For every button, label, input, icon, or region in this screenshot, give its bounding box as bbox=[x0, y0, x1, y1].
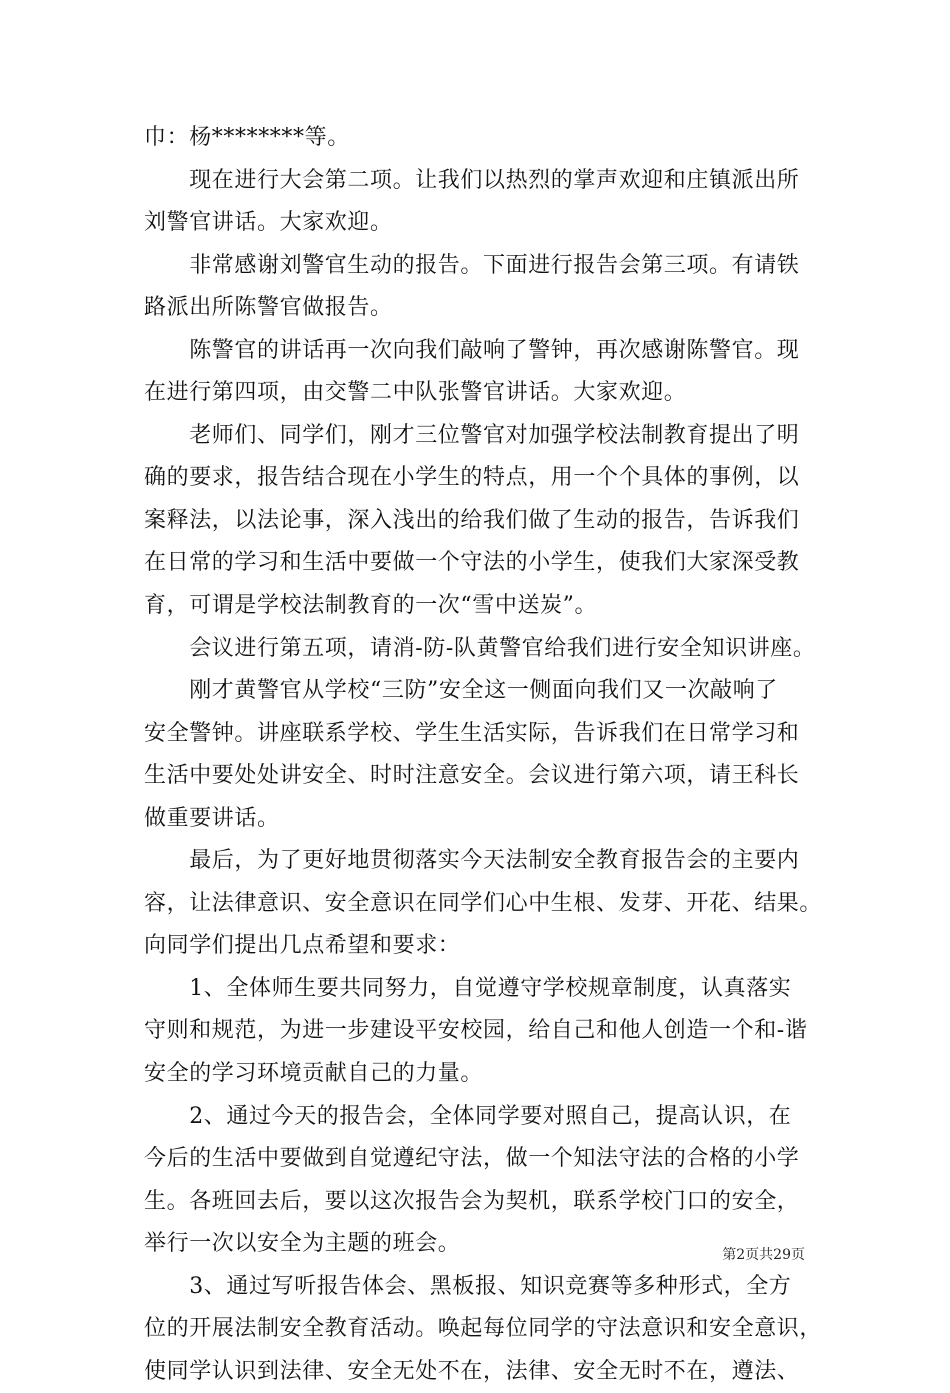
text-line: 做重要讲话。 bbox=[144, 805, 280, 831]
text-line: 2、通过今天的报告会，全体同学要对照自己，提高认识，在 bbox=[144, 1103, 792, 1129]
text-line: 陈警官的讲话再一次向我们敲响了警钟，再次感谢陈警官。现 bbox=[144, 337, 800, 363]
text-line: 在日常的学习和生活中要做一个守法的小学生，使我们大家深受教 bbox=[144, 550, 800, 576]
text-line: 在进行第四项，由交警二中队张警官讲话。大家欢迎。 bbox=[144, 380, 687, 406]
text-line: 刚才黄警官从学校“三防”安全这一侧面向我们又一次敲响了 bbox=[144, 678, 778, 704]
text-line: 容，让法律意识、安全意识在同学们心中生根、发芽、开花、结果。 bbox=[144, 890, 823, 916]
text-line: 向同学们提出几点希望和要求： bbox=[144, 933, 461, 959]
text-line: 案释法，以法论事，深入浅出的给我们做了生动的报告，告诉我们 bbox=[144, 507, 800, 533]
text-line: 3、通过写听报告体会、黑板报、知识竞赛等多种形式，全方 bbox=[144, 1273, 792, 1299]
text-line: 路派出所陈警官做报告。 bbox=[144, 295, 393, 321]
body-text bbox=[144, 117, 823, 1393]
text-line: 安全警钟。讲座联系学校、学生生活实际，告诉我们在日常学习和 bbox=[144, 720, 800, 746]
text-line: 最后，为了更好地贯彻落实今天法制安全教育报告会的主要内 bbox=[144, 848, 800, 874]
text-line: 非常感谢刘警官生动的报告。下面进行报告会第三项。有请铁 bbox=[144, 252, 800, 278]
text-line: 巾：杨********等。 bbox=[144, 125, 350, 150]
text-line: 刘警官讲话。大家欢迎。 bbox=[144, 210, 393, 236]
text-line: 生。各班回去后，要以这次报告会为契机，联系学校门口的安全， bbox=[144, 1188, 800, 1214]
text-line: 安全的学习环境贡献自己的力量。 bbox=[144, 1061, 484, 1087]
text-line: 老师们、同学们，刚才三位警官对加强学校法制教育提出了明 bbox=[144, 422, 800, 448]
text-line: 会议进行第五项，请消-防-队黄警官给我们进行安全知识讲座。 bbox=[144, 635, 816, 661]
text-line: 今后的生活中要做到自觉遵纪守法，做一个知法守法的合格的小学 bbox=[144, 1146, 800, 1172]
text-line: 位的开展法制安全教育活动。唤起每位同学的守法意识和安全意识， bbox=[144, 1316, 823, 1342]
text-line: 现在进行大会第二项。让我们以热烈的掌声欢迎和庄镇派出所 bbox=[144, 167, 800, 193]
page-number: 第2页共29页 bbox=[722, 1247, 805, 1263]
text-line: 生活中要处处讲安全、时时注意安全。会议进行第六项，请王科长 bbox=[144, 763, 800, 789]
text-line: 1、全体师生要共同努力，自觉遵守学校规章制度，认真落实 bbox=[144, 975, 792, 1001]
text-line: 育，可谓是学校法制教育的一次“雪中送炭”。 bbox=[144, 593, 598, 619]
text-line: 使同学认识到法律、安全无处不在，法律、安全无时不在，遵法、 bbox=[144, 1358, 800, 1384]
text-line: 举行一次以安全为主题的班会。 bbox=[144, 1231, 461, 1257]
text-line: 确的要求，报告结合现在小学生的特点，用一个个具体的事例，以 bbox=[144, 465, 800, 491]
text-line: 守则和规范，为进一步建设平安校园，给自己和他人创造一个和-谐 bbox=[144, 1018, 808, 1044]
